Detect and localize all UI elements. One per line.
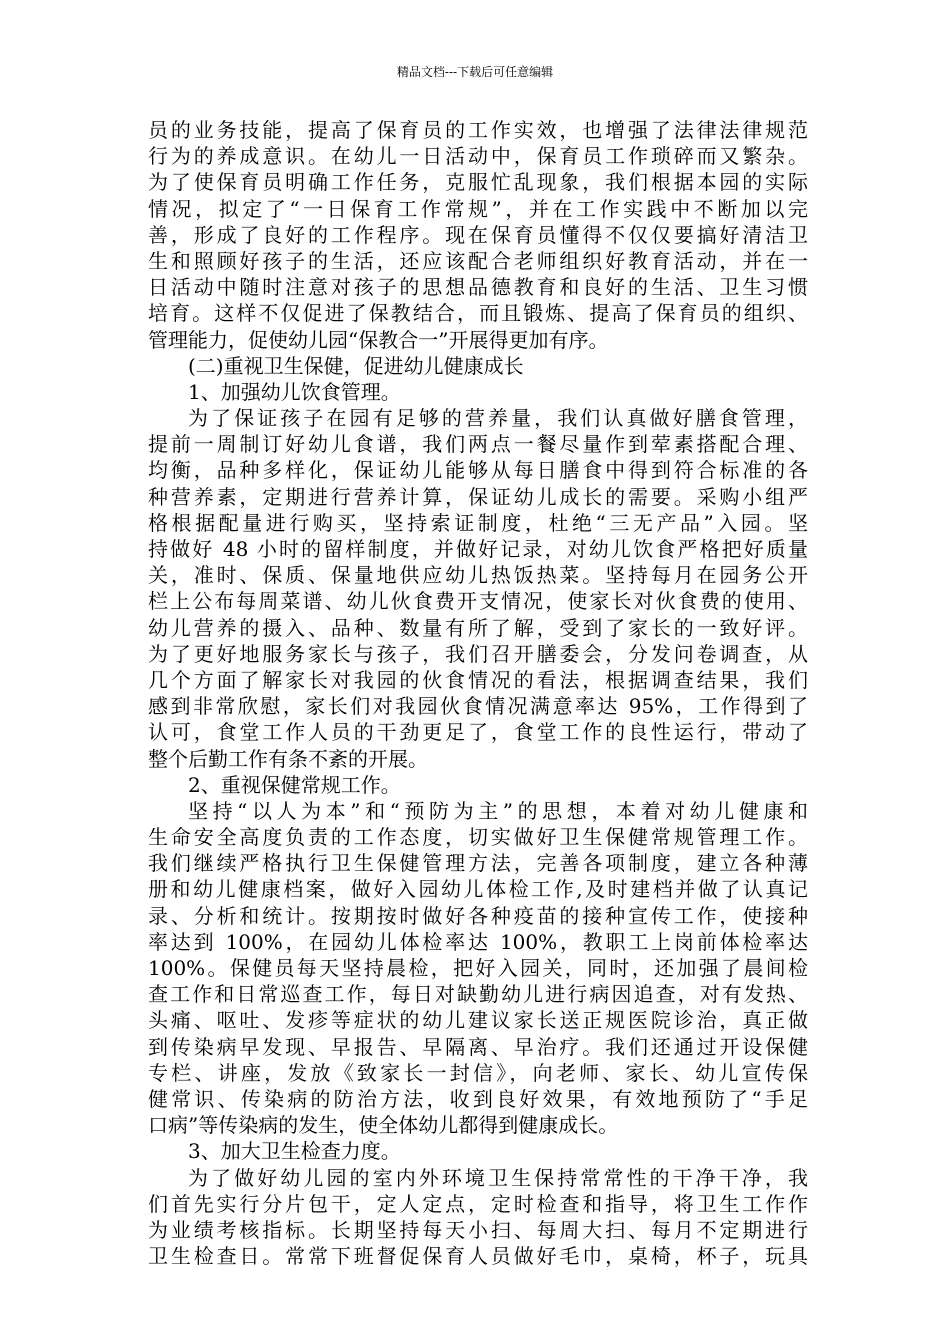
- text-line: 头痛、呕吐、发疹等症状的幼儿建议家长送正规医院诊治，真正做: [148, 1008, 808, 1033]
- text-line: 100%。保健员每天坚持晨检，把好入园关，同时，还加强了晨间检: [148, 956, 808, 980]
- text-line: 卫生检查日。常常下班督促保育人员做好毛巾，桌椅，杯子，玩具: [148, 1244, 808, 1269]
- text-line: 种营养素，定期进行营养计算，保证幼儿成长的需要。采购小组严: [148, 484, 808, 509]
- text-line: 坚持“以人为本”和“预防为主”的思想，本着对幼儿健康和: [188, 798, 808, 823]
- text-line: 感到非常欣慰，家长们对我园伙食情况满意率达 95%，工作得到了: [148, 694, 808, 719]
- text-line: 册和幼儿健康档案，做好入园幼儿体检工作,及时建档并做了认真记: [148, 877, 808, 902]
- text-line: 幼儿营养的摄入、品种、数量有所了解，受到了家长的一致好评。: [148, 615, 808, 640]
- text-line: 3、加大卫生检查力度。: [188, 1139, 401, 1164]
- document-body: [148, 117, 808, 1269]
- text-line: 生和照顾好孩子的生活，还应该配合老师组织好教育活动，并在一: [148, 248, 808, 273]
- text-line: 关，准时、保质、保量地供应幼儿热饭热菜。坚持每月在园务公开: [148, 563, 808, 588]
- text-line: 为了使保育员明确工作任务，克服忙乱现象，我们根据本园的实际: [148, 170, 808, 195]
- text-line: 录、分析和统计。按期按时做好各种疫苗的接种宣传工作，使接种: [148, 903, 808, 928]
- text-line: 为了做好幼儿园的室内外环境卫生保持常常性的干净干净，我: [188, 1165, 808, 1190]
- text-line: 为业绩考核指标。长期坚持每天小扫、每周大扫、每月不定期进行: [148, 1217, 808, 1242]
- text-line: 为了保证孩子在园有足够的营养量，我们认真做好膳食管理，: [188, 406, 808, 431]
- text-line: 几个方面了解家长对我园的伙食情况的看法，根据调查结果，我们: [148, 667, 808, 692]
- text-line: 善，形成了良好的工作程序。现在保育员懂得不仅仅要搞好清洁卫: [148, 222, 808, 247]
- text-line: 率达到 100%，在园幼儿体检率达 100%，教职工上岗前体检率达: [148, 929, 808, 954]
- text-line: 查工作和日常巡查工作，每日对缺勤幼儿进行病因追查，对有发热、: [148, 982, 808, 1007]
- text-line: 培育。这样不仅促进了保教结合，而且锻炼、提高了保育员的组织、: [148, 301, 808, 326]
- text-line: 2、重视保健常规工作。: [188, 772, 401, 797]
- text-line: 生命安全高度负责的工作态度，切实做好卫生保健常规管理工作。: [148, 825, 808, 850]
- text-line: 为了更好地服务家长与孩子，我们召开膳委会，分发问卷调查，从: [148, 641, 808, 666]
- text-line: 我们继续严格执行卫生保健管理方法，完善各项制度，建立各种薄: [148, 851, 808, 876]
- text-line: (二)重视卫生保健，促进幼儿健康成长: [188, 353, 524, 378]
- text-line: 认可，食堂工作人员的干劲更足了，食堂工作的良性运行，带动了: [148, 720, 808, 745]
- text-line: 员的业务技能，提高了保育员的工作实效，也增强了法律法律规范: [148, 118, 808, 142]
- text-line: 健常识、传染病的防治方法，收到良好效果，有效地预防了“手足: [148, 1086, 808, 1111]
- text-line: 持做好 48 小时的留样制度，并做好记录，对幼儿饮食严格把好质量: [148, 537, 808, 561]
- text-line: 均衡，品种多样化，保证幼儿能够从每日膳食中得到符合标准的各: [148, 458, 808, 483]
- text-line: 专栏、讲座，发放《致家长一封信》，向老师、家长、幼儿宣传保: [148, 1060, 808, 1085]
- text-line: 们首先实行分片包干，定人定点，定时检查和指导，将卫生工作作: [148, 1191, 808, 1216]
- text-line: 提前一周制订好幼儿食谱，我们两点一餐尽量作到荤素搭配合理、: [148, 432, 808, 457]
- text-line: 整个后勤工作有条不紊的开展。: [148, 746, 428, 771]
- text-line: 格根据配量进行购买，坚持索证制度，杜绝“三无产品”入园。坚: [148, 510, 808, 535]
- text-line: 情况，拟定了“一日保育工作常规”，并在工作实践中不断加以完: [148, 196, 808, 221]
- text-line: 行为的养成意识。在幼儿一日活动中，保育员工作琐碎而又繁杂。: [148, 144, 808, 169]
- text-line: 到传染病早发现、早报告、早隔离、早治疗。我们还通过开设保健: [148, 1034, 808, 1059]
- text-line: 口病”等传染病的发生，使全体幼儿都得到健康成长。: [148, 1113, 619, 1138]
- text-line: 管理能力，促使幼儿园“保教合一”开展得更加有序。: [148, 327, 609, 352]
- text-line: 日活动中随时注意对孩子的思想品德教育和良好的生活、卫生习惯: [148, 275, 808, 300]
- page-header: 精品文档---下载后可任意编辑: [396, 65, 554, 79]
- text-line: 1、加强幼儿饮食管理。: [188, 379, 401, 404]
- text-line: 栏上公布每周菜谱、幼儿伙食费开支情况，使家长对伙食费的使用、: [148, 589, 808, 614]
